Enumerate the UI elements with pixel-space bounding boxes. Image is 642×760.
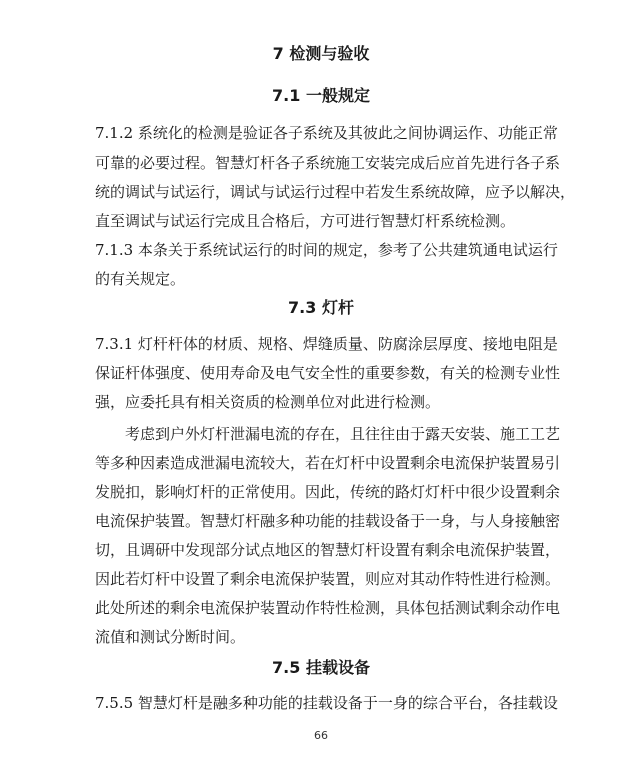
clause-7-1-2-line: 可靠的必要过程。智慧灯杆各子系统施工安装完成后应首先进行各子系 [95,154,561,172]
paragraph-line: 等多种因素造成泄漏电流较大，若在灯杆中设置剩余电流保护装置易引 [95,454,561,472]
paragraph-line: 电流保护装置。智慧灯杆融多种功能的挂载设备于一身，与人身接触密 [95,512,561,530]
clause-7-1-2-line: 7.1.2 系统化的检测是验证各子系统及其彼此之间协调运作、功能正常 [95,124,558,142]
paragraph-line: 切，且调研中发现部分试点地区的智慧灯杆设置有剩余电流保护装置， [95,541,561,559]
clause-7-5-5-line: 7.5.5 智慧灯杆是融多种功能的挂载设备于一身的综合平台，各挂载设 [95,694,558,712]
page-number: 66 [314,729,328,742]
paragraph-line: 考虑到户外灯杆泄漏电流的存在，且往往由于露天安装、施工工艺 [125,425,561,443]
paragraph-line: 发脱扣，影响灯杆的正常使用。因此，传统的路灯灯杆中很少设置剩余 [95,483,561,501]
paragraph-line: 此处所述的剩余电流保护装置动作特性检测，具体包括测试剩余动作电 [95,599,561,617]
chapter-title: 7 检测与验收 [272,44,370,63]
section-title-7-5: 7.5 挂载设备 [272,658,370,677]
section-title-7-3: 7.3 灯杆 [288,298,354,317]
paragraph-line: 流值和测试分断时间。 [95,628,246,646]
clause-7-3-1-line: 7.3.1 灯杆杆体的材质、规格、焊缝质量、防腐涂层厚度、接地电阻是 [95,335,558,353]
clause-7-1-3-line: 的有关规定。 [95,270,186,288]
clause-7-1-3-line: 7.1.3 本条关于系统试运行的时间的规定，参考了公共建筑通电试运行 [95,241,558,259]
clause-7-3-1-line: 强，应委托具有相关资质的检测单位对此进行检测。 [95,393,441,411]
clause-7-3-1-line: 保证杆体强度、使用寿命及电气安全性的重要参数，有关的检测专业性 [95,364,561,382]
paragraph-line: 因此若灯杆中设置了剩余电流保护装置，则应对其动作特性进行检测。 [95,570,561,588]
clause-7-1-2-line: 统的调试与试运行，调试与试运行过程中若发生系统故障，应予以解决， [95,183,576,201]
clause-7-1-2-line: 直至调试与试运行完成且合格后，方可进行智慧灯杆系统检测。 [95,212,516,230]
section-title-7-1: 7.1 一般规定 [272,86,370,105]
